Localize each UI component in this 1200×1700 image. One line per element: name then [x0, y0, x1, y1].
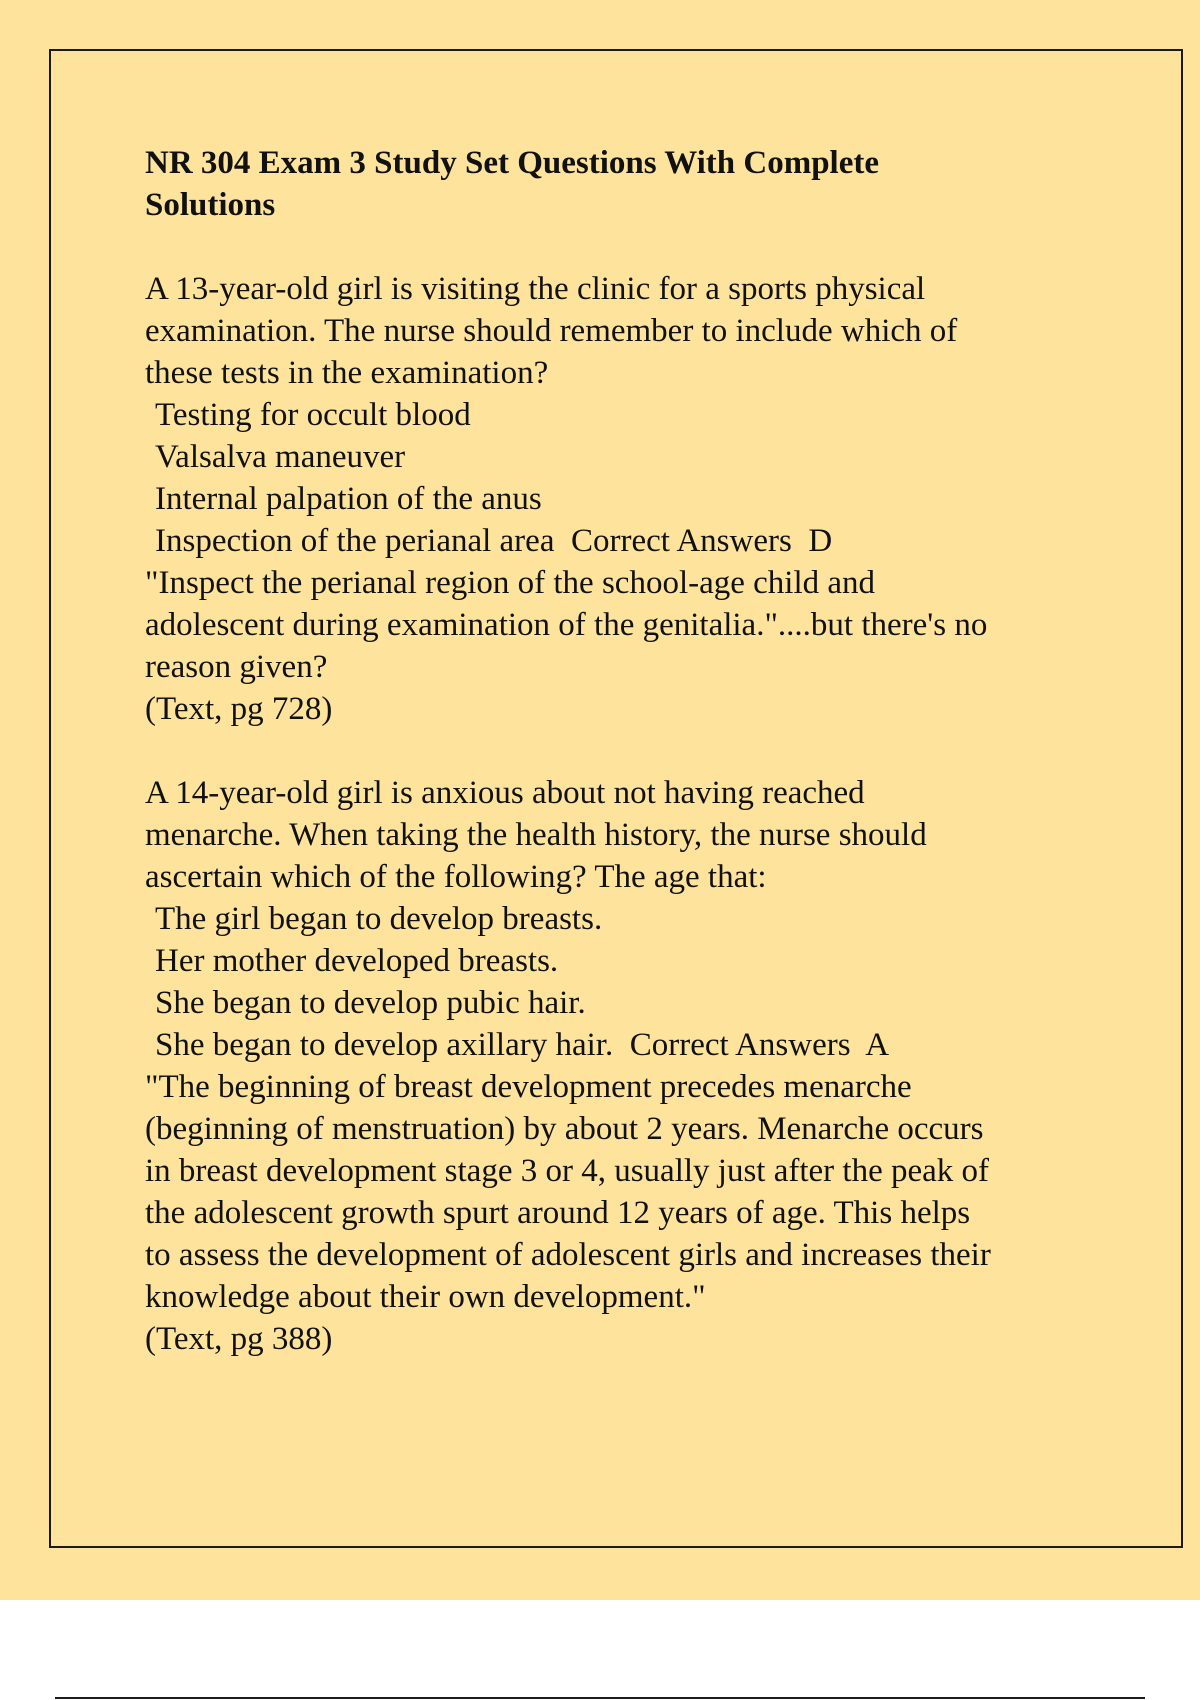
answer-option-text: She began to develop axillary hair.: [155, 1027, 614, 1063]
question-stem-line: A 14-year-old girl is anxious about not having reached: [145, 775, 865, 811]
next-page-top-rule: [55, 1697, 1145, 1699]
question-stem-line: these tests in the examination?: [145, 355, 549, 391]
correct-answers-label: Correct Answers: [629, 1027, 851, 1063]
question-stem-line: A 13-year-old girl is visiting the clinic for a sports physical: [145, 271, 926, 307]
rationale-line: reason given?: [145, 649, 328, 685]
correct-answer-letter: D: [808, 523, 833, 559]
document-title: [145, 142, 1095, 226]
rationale-line: (beginning of menstruation) by about 2 years. Menarche occurs: [145, 1111, 984, 1147]
answer-option: Internal palpation of the anus: [155, 481, 542, 517]
document-content: [145, 142, 1095, 1402]
answer-option: Testing for occult blood: [155, 397, 471, 433]
question-block-2: [145, 772, 1095, 1360]
answer-option-with-correct-answer: [145, 1024, 1095, 1066]
rationale-line: the adolescent growth spurt around 12 years of age. This helps: [145, 1195, 971, 1231]
correct-answer-letter: A: [865, 1027, 890, 1063]
rationale-line: adolescent during examination of the genitalia."....but there's no: [145, 607, 988, 643]
title-line: NR 304 Exam 3 Study Set Questions With Complete: [145, 145, 880, 181]
question-block-1: [145, 268, 1095, 730]
text-reference: (Text, pg 388): [145, 1321, 333, 1357]
answer-option-text: Inspection of the perianal area: [155, 523, 555, 559]
rationale-line: to assess the development of adolescent girls and increases their: [145, 1237, 991, 1273]
rationale-line: in breast development stage 3 or 4, usually just after the peak of: [145, 1153, 989, 1189]
question-stem-line: menarche. When taking the health history, the nurse should: [145, 817, 927, 853]
text-reference: (Text, pg 728): [145, 691, 333, 727]
question-stem-line: examination. The nurse should remember to include which of: [145, 313, 958, 349]
answer-option: Her mother developed breasts.: [155, 943, 559, 979]
correct-answers-label: Correct Answers: [570, 523, 792, 559]
rationale-line: "Inspect the perianal region of the school-age child and: [145, 565, 876, 601]
answer-option: Valsalva maneuver: [155, 439, 406, 475]
answer-option: The girl began to develop breasts.: [155, 901, 603, 937]
title-line: Solutions: [145, 187, 276, 223]
rationale-line: "The beginning of breast development precedes menarche: [145, 1069, 912, 1105]
rationale-line: knowledge about their own development.": [145, 1279, 706, 1315]
question-stem-line: ascertain which of the following? The age that:: [145, 859, 767, 895]
answer-option-with-correct-answer: [145, 520, 1095, 562]
answer-option: She began to develop pubic hair.: [155, 985, 586, 1021]
